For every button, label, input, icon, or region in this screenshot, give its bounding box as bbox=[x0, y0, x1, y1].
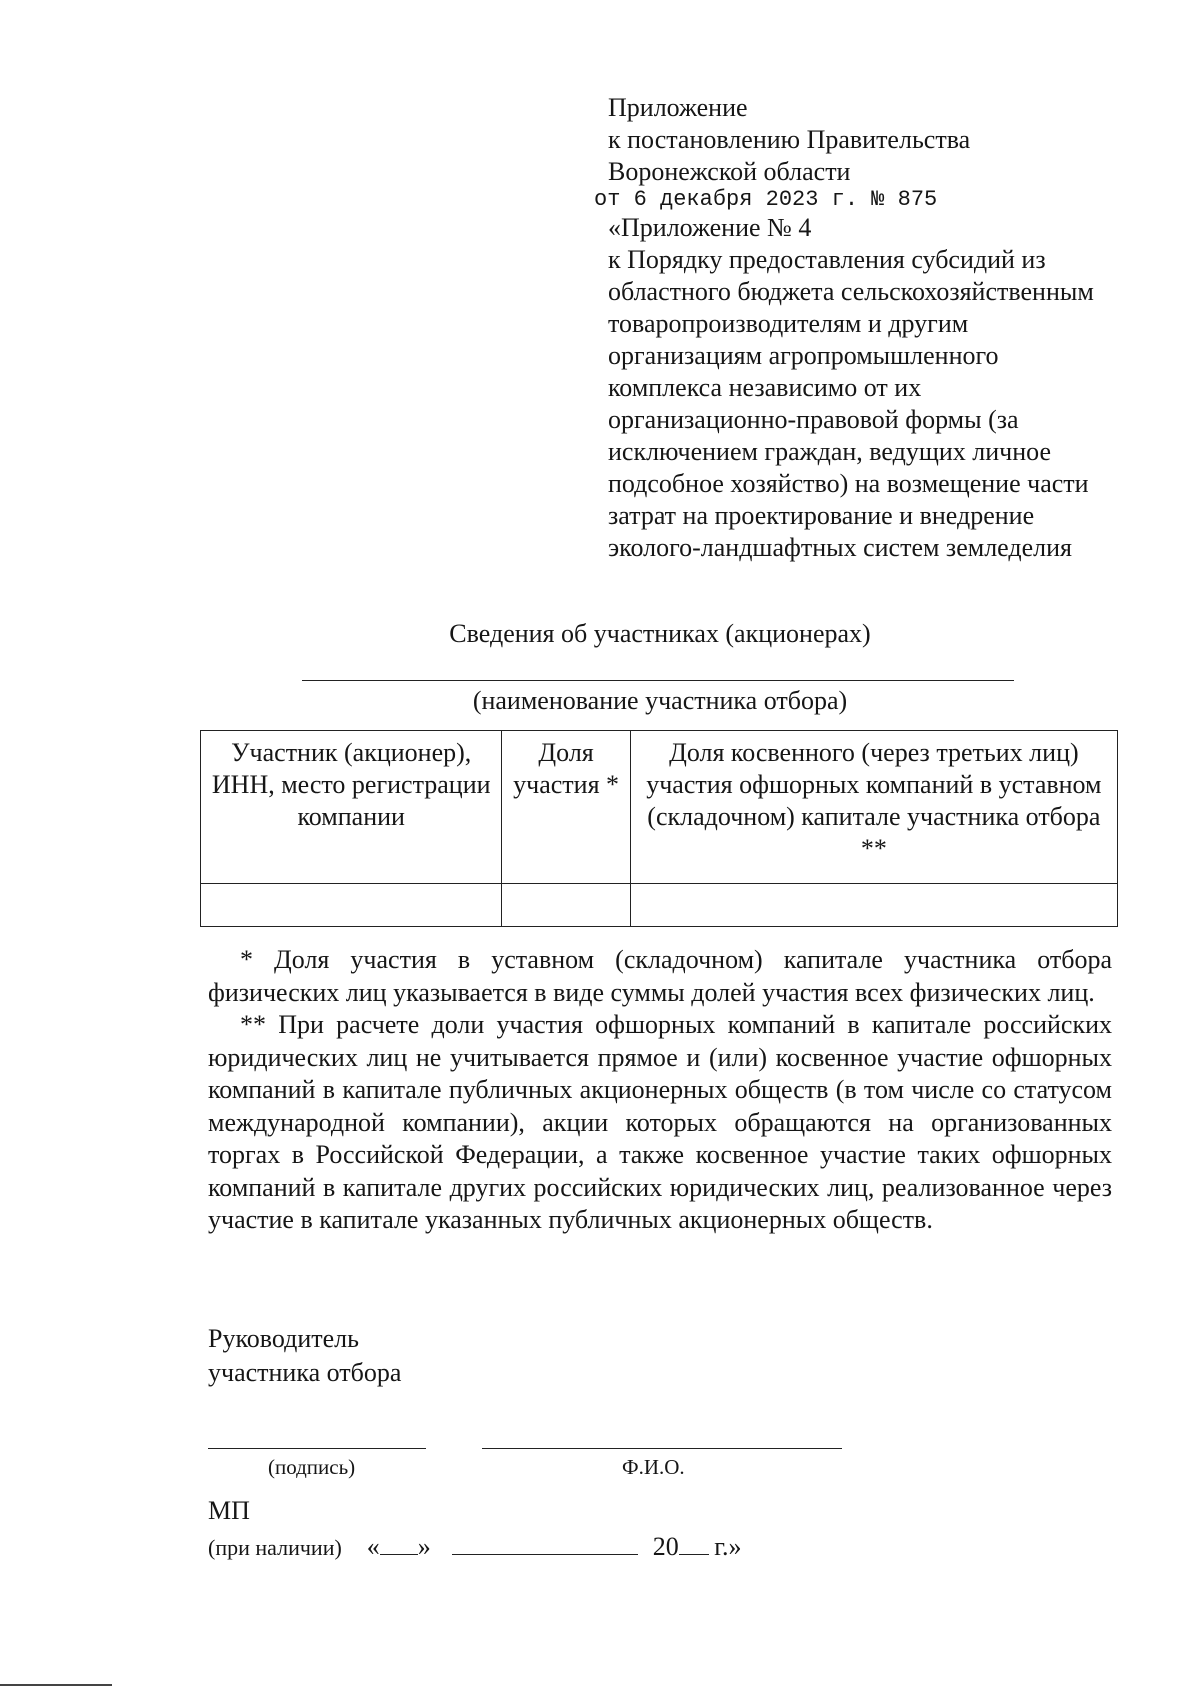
table-row bbox=[201, 884, 1118, 927]
appendix-4-title: «Приложение № 4 bbox=[608, 213, 812, 242]
footnote-1: * Доля участия в уставном (складочном) капитале участника отбора физических лиц указывается в виде суммы долей участия всех физических лиц. bbox=[208, 945, 1112, 1007]
order-line: организациям агропромышленного bbox=[608, 341, 999, 370]
full-name-caption: Ф.И.О. bbox=[622, 1455, 685, 1479]
quote-close: » bbox=[417, 1532, 431, 1561]
order-line: затрат на проектирование и внедрение bbox=[608, 501, 1035, 530]
appendix-line: к постановлению Правительства bbox=[608, 125, 971, 154]
decree-reference: от 6 декабря 2023 г. № 875 bbox=[594, 187, 938, 212]
order-line: организационно-правовой формы (за bbox=[608, 405, 1019, 434]
column-header-share: Доля участия * bbox=[502, 731, 630, 884]
order-line: эколого-ландшафтных систем земледелия bbox=[608, 533, 1072, 562]
month-field[interactable] bbox=[452, 1532, 638, 1555]
table-cell-offshore-share[interactable] bbox=[630, 884, 1117, 927]
order-line: товаропроизводителям и другим bbox=[608, 309, 969, 338]
order-reference bbox=[608, 244, 1168, 564]
participant-name-caption: (наименование участника отбора) bbox=[472, 686, 848, 715]
stamp-if-any-label: (при наличии) bbox=[208, 1535, 342, 1560]
table-cell-share[interactable] bbox=[502, 884, 630, 927]
order-line: областного бюджета сельскохозяйственным bbox=[608, 277, 1094, 306]
head-label bbox=[208, 1322, 401, 1390]
appendix-header bbox=[594, 92, 1168, 564]
footnotes bbox=[208, 944, 1112, 1237]
quote-open: « bbox=[366, 1532, 380, 1561]
date-row bbox=[208, 1532, 742, 1563]
appendix-line: Приложение bbox=[608, 93, 748, 122]
order-line: к Порядку предоставления субсидий из bbox=[608, 245, 1046, 274]
year-prefix: 20 bbox=[652, 1532, 679, 1561]
order-line: подсобное хозяйство) на возмещение части bbox=[608, 469, 1089, 498]
participant-name-field[interactable] bbox=[302, 680, 1014, 681]
stamp-label: МП bbox=[208, 1496, 250, 1525]
table-header-row bbox=[201, 731, 1118, 884]
head-label-line2: участника отбора bbox=[208, 1358, 402, 1387]
participants-table bbox=[200, 730, 1118, 927]
order-line: исключением граждан, ведущих личное bbox=[608, 437, 1052, 466]
head-label-line1: Руководитель bbox=[208, 1324, 359, 1353]
year-suffix: г.» bbox=[714, 1532, 742, 1561]
order-line: комплекса независимо от их bbox=[608, 373, 922, 402]
document-title: Сведения об участниках (акционерах) bbox=[449, 619, 871, 648]
table-cell-participant[interactable] bbox=[201, 884, 502, 927]
appendix-line: Воронежской области bbox=[608, 157, 851, 186]
year-field[interactable] bbox=[679, 1532, 709, 1555]
signature-field[interactable] bbox=[208, 1448, 426, 1449]
full-name-field[interactable] bbox=[482, 1448, 842, 1449]
footnote-2: ** При расчете доли участия офшорных компаний в капитале российских юридических лиц не учитывается прямое и (или) косвенное участие офшорных компаний в капитале публичных акционерных обществ (в том числе со статусом международной компании), акции которых обращаются на организованных торгах в Российской Федерации, а также косвенное участие таких офшорных компаний в капитале других российских юридических лиц, реализованное через участие в капитале указанных публичных акционерных обществ. bbox=[208, 1010, 1112, 1234]
column-header-participant: Участник (акционер), ИНН, место регистрации компании bbox=[201, 731, 502, 884]
signature-caption: (подпись) bbox=[268, 1455, 356, 1479]
day-field[interactable] bbox=[380, 1532, 418, 1555]
column-header-offshore-share: Доля косвенного (через третьих лиц) участия офшорных компаний в уставном (складочном) капитале участника отбора ** bbox=[630, 731, 1117, 884]
